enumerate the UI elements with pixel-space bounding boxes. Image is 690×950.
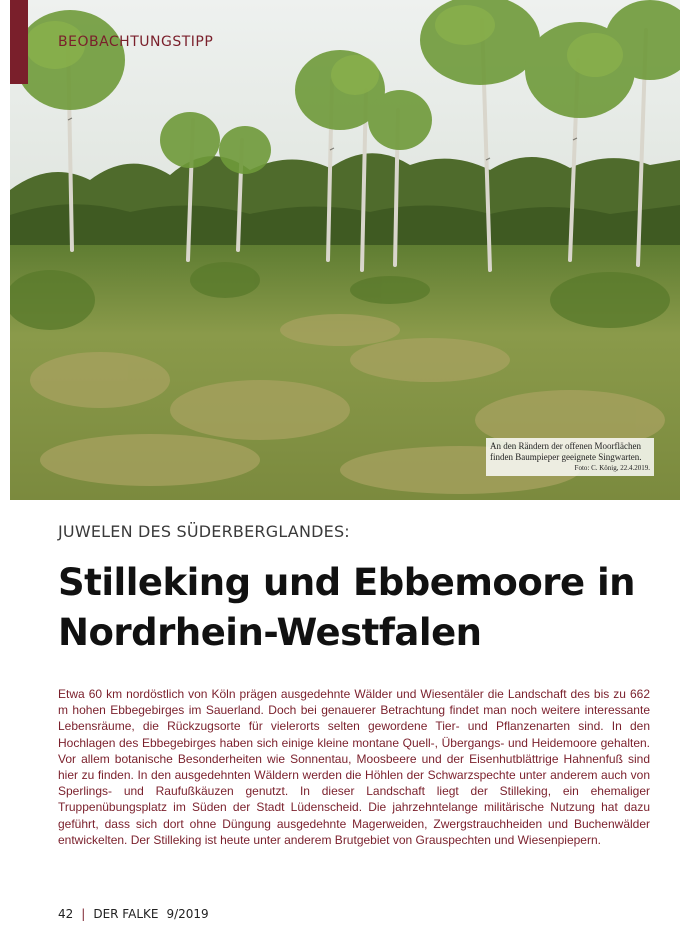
page-footer: [58, 907, 209, 921]
caption-text: An den Rändern der offenen Moorflächen finden Baumpieper geeignete Singwarten.: [490, 441, 642, 462]
page-number: 42: [58, 907, 74, 921]
article-headline: Stilleking und Ebbemoore in Nordrhein-Westfalen: [58, 561, 636, 654]
landscape-photo: [10, 0, 680, 500]
photo-caption: [486, 438, 654, 476]
magazine-name: DER FALKE: [93, 907, 159, 921]
article-subtitle: JUWELEN DES SÜDERBERGLANDES:: [58, 522, 350, 541]
article-body: Etwa 60 km nordöstlich von Köln prägen ausgedehnte Wälder und Wiesentäler die Landschaft des bis zu 662 m hohen Ebbegebirges im Sauerland. Doch bei genauerer Betrachtung findet man noch weitere interessante Lebensräume, die Rückzugsorte für vielerorts selten gewordene Tier- und Pflanzenarten sind. In den Hochlagen des Ebbegebirges haben sich einige kleine montane Quell-, Übergangs- und Heidemoore gehalten. Vor allem botanische Besonderheiten wie Sonnentau, Moosbeere und der Eisenhutblättrige Hahnenfuß sind hier zu finden. In den ausgedehnten Wäldern werden die Höhlen der Schwarzspechte unter anderem auch von Sperlings- und Raufußkäuzen genutzt. In dieser Landschaft liegt der Stilleking, ein ehemaliger Truppenübungsplatz im Süden der Stadt Lüdenscheid. Die jahrzehntelange militärische Nutzung hat dazu geführt, dass sich dort ohne Düngung ausgedehnte Magerweiden, Zwergstrauchheiden und Buchenwälder entwickelten. Der Stilleking ist heute unter anderem Brutgebiet von Grauspechten und Wiesenpiepern.: [58, 687, 650, 847]
issue-number: 9/2019: [166, 907, 209, 921]
footer-separator: |: [81, 907, 86, 921]
section-kicker: BEOBACHTUNGSTIPP: [58, 34, 214, 50]
accent-bar: [10, 0, 28, 84]
caption-credit: Foto: C. König, 22.4.2019.: [574, 464, 650, 472]
